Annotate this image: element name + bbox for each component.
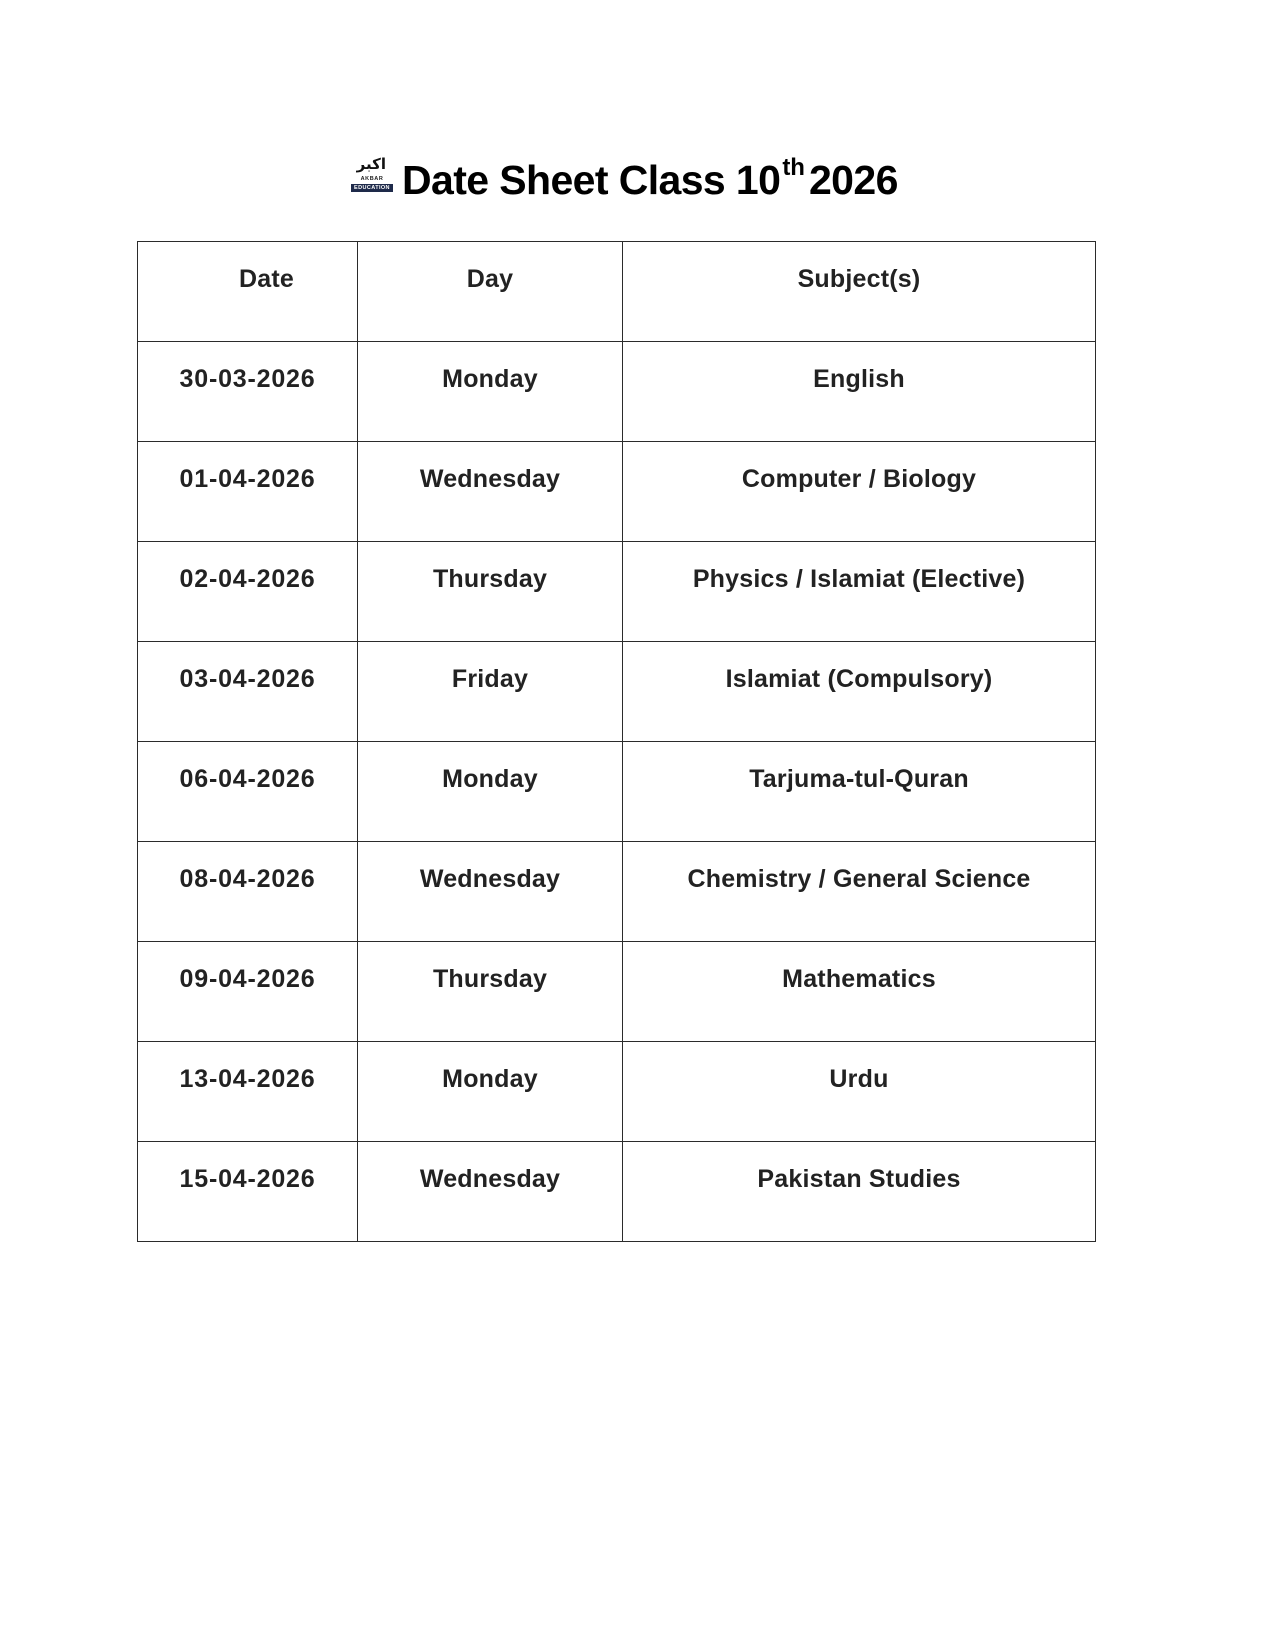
- day-cell: Friday: [358, 642, 623, 742]
- subject-cell: Computer / Biology: [623, 442, 1096, 542]
- subject-cell: Tarjuma-tul-Quran: [623, 742, 1096, 842]
- day-cell: Monday: [358, 1042, 623, 1142]
- date-cell: 06-04-2026: [138, 742, 358, 842]
- date-cell: 02-04-2026: [138, 542, 358, 642]
- column-header-day: Day: [358, 242, 623, 342]
- date-cell: 30-03-2026: [138, 342, 358, 442]
- table-row: [138, 742, 1096, 842]
- date-cell: 15-04-2026: [138, 1142, 358, 1242]
- day-cell: Wednesday: [358, 842, 623, 942]
- day-cell: Monday: [358, 742, 623, 842]
- table-row: [138, 642, 1096, 742]
- table-row: [138, 942, 1096, 1042]
- akbar-education-logo: [350, 155, 394, 196]
- subject-cell: Physics / Islamiat (Elective): [623, 542, 1096, 642]
- day-cell: Monday: [358, 342, 623, 442]
- table-row: [138, 1042, 1096, 1142]
- column-header-subjects: Subject(s): [623, 242, 1096, 342]
- title-year: 2026: [808, 157, 898, 203]
- table-row: [138, 342, 1096, 442]
- title-superscript: th: [782, 154, 805, 182]
- logo-brand-top: AKBAR: [360, 176, 384, 182]
- subject-cell: Chemistry / General Science: [623, 842, 1096, 942]
- day-cell: Thursday: [358, 542, 623, 642]
- date-cell: 03-04-2026: [138, 642, 358, 742]
- page-title: [402, 152, 898, 208]
- date-cell: 01-04-2026: [138, 442, 358, 542]
- date-cell: 08-04-2026: [138, 842, 358, 942]
- logo-brand-bottom: EDUCATION: [351, 184, 393, 192]
- subject-cell: Mathematics: [623, 942, 1096, 1042]
- day-cell: Wednesday: [358, 442, 623, 542]
- page-header: [0, 150, 1275, 210]
- subject-cell: Islamiat (Compulsory): [623, 642, 1096, 742]
- date-cell: 13-04-2026: [138, 1042, 358, 1142]
- day-cell: Wednesday: [358, 1142, 623, 1242]
- date-cell: 09-04-2026: [138, 942, 358, 1042]
- subject-cell: English: [623, 342, 1096, 442]
- column-header-date: Date: [138, 242, 358, 342]
- table-row: [138, 842, 1096, 942]
- day-cell: Thursday: [358, 942, 623, 1042]
- title-main: Date Sheet Class 10: [402, 157, 781, 203]
- logo-urdu-text: اکبر: [356, 155, 386, 173]
- subject-cell: Pakistan Studies: [623, 1142, 1096, 1242]
- table-row: [138, 1142, 1096, 1242]
- date-sheet-table: [137, 241, 1096, 1242]
- table-header-row: [138, 242, 1096, 342]
- table-row: [138, 542, 1096, 642]
- subject-cell: Urdu: [623, 1042, 1096, 1142]
- table-row: [138, 442, 1096, 542]
